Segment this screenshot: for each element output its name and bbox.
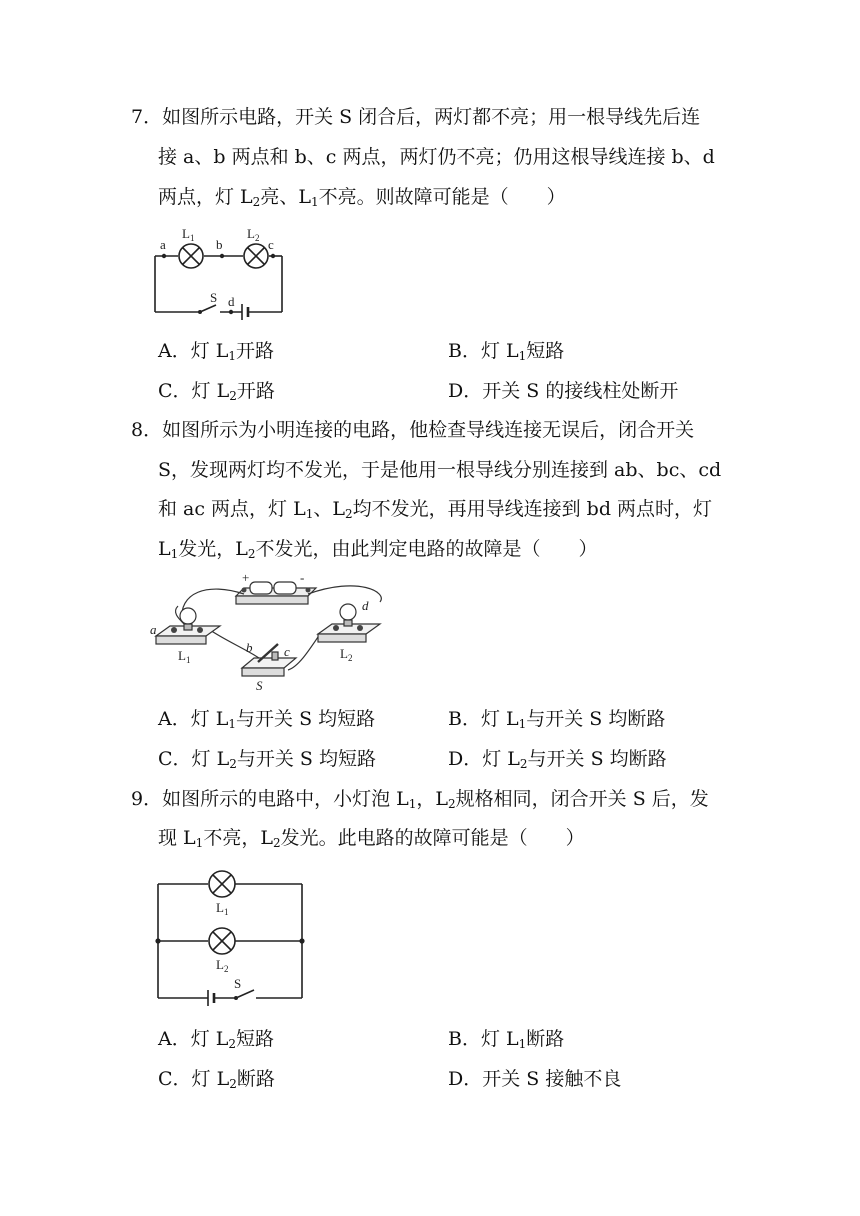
q7-label-l1: $L_1$: [182, 226, 195, 243]
q7-label-b: b: [216, 237, 223, 252]
q8-bulb-l1-icon: [180, 608, 196, 624]
q8-line-4: $L_1$发光，$L_2$不发光，由此判定电路的故障是（ ）: [158, 538, 598, 561]
q7-line-3: 两点，灯 $L_2$亮、$L_1$不亮。则故障可能是（ ）: [158, 186, 566, 209]
q7-label-c: c: [268, 237, 274, 252]
q7-option-d[interactable]: D．开关 S 的接线柱处断开: [448, 380, 679, 402]
q8-circuit-picture: [148, 572, 388, 696]
q7-line-1: 7．如图所示电路，开关 S 闭合后，两灯都不亮；用一根导线先后连: [131, 106, 701, 128]
q8-option-a[interactable]: A．灯 $L_1$与开关 S 均短路: [158, 708, 376, 731]
q7-label-l2: $L_2$: [247, 226, 260, 243]
q8-label-minus: -: [300, 572, 305, 585]
q9-option-d[interactable]: D．开关 S 接触不良: [448, 1068, 622, 1090]
q7-line-2: 接 a、b 两点和 b、c 两点，两灯仍不亮；仍用这根导线连接 b、d: [158, 146, 715, 168]
q8-line-2: S，发现两灯均不发光，于是他用一根导线分别连接到 ab、bc、cd: [158, 459, 722, 481]
q8-label-s: S: [256, 678, 263, 693]
q7-circuit-diagram: [150, 222, 290, 322]
q8-line-3: 和 ac 两点，灯 $L_1$、$L_2$均不发光，再用导线连接到 bd 两点时，灯: [158, 498, 713, 521]
q7-option-c[interactable]: C．灯 $L_2$开路: [158, 380, 275, 403]
q9-line-2: 现 $L_1$不亮，$L_2$发光。此电路的故障可能是（ ）: [158, 827, 585, 850]
q9-option-b[interactable]: B．灯 $L_1$断路: [448, 1028, 565, 1051]
q9-option-a[interactable]: A．灯 $L_2$短路: [158, 1028, 275, 1051]
q9-switch-lever: [236, 990, 254, 998]
q8-label-c: c: [284, 644, 290, 659]
q8-label-l1: $L_1$: [178, 648, 191, 665]
q8-bulb-l2-icon: [340, 604, 356, 620]
q7-label-d: d: [228, 294, 235, 309]
q9-circuit-diagram: [150, 864, 310, 1008]
q7-option-b[interactable]: B．灯 $L_1$短路: [448, 340, 565, 363]
q8-option-d[interactable]: D．灯 $L_2$与开关 S 均断路: [448, 748, 667, 771]
q8-option-c[interactable]: C．灯 $L_2$与开关 S 均短路: [158, 748, 376, 771]
q8-label-plus: +: [242, 572, 250, 585]
q9-label-l2: $L_2$: [216, 957, 229, 974]
q9-label-l1: $L_1$: [216, 900, 229, 917]
q8-option-b[interactable]: B．灯 $L_1$与开关 S 均断路: [448, 708, 666, 731]
q9-line-1: 9．如图所示的电路中，小灯泡 $L_1$，$L_2$规格相同，闭合开关 S 后，发: [131, 788, 709, 811]
q9-label-s: S: [234, 976, 242, 991]
q8-battery-cell-2: [274, 582, 296, 594]
q8-label-d: d: [362, 598, 369, 613]
q9-option-c[interactable]: C．灯 $L_2$断路: [158, 1068, 275, 1091]
q7-label-s: S: [210, 290, 218, 305]
q8-label-b: b: [246, 640, 253, 655]
q8-battery-cell-1: [250, 582, 272, 594]
q8-line-1: 8．如图所示为小明连接的电路，他检查导线连接无误后，闭合开关: [131, 419, 695, 441]
q7-label-a: a: [160, 237, 166, 252]
q7-switch-lever: [200, 305, 216, 312]
q8-label-l2: $L_2$: [340, 646, 353, 663]
q8-label-a: a: [150, 622, 157, 637]
q7-option-a[interactable]: A．灯 $L_1$开路: [158, 340, 275, 363]
